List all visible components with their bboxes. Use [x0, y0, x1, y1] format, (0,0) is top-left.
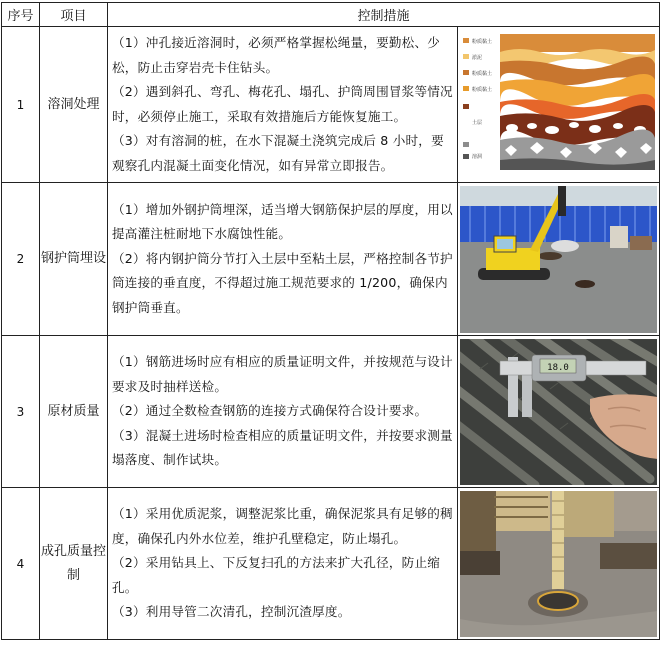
- drilling-rig-image: [460, 491, 657, 637]
- legend-label: 土层: [472, 119, 483, 126]
- row-number: 4: [2, 488, 40, 640]
- measure-line: （1）冲孔接近溶洞时，必须严格掌握松绳量，要勤松、少松，防止击穿岩壳卡住钻头。: [112, 35, 441, 75]
- row-number: 3: [2, 336, 40, 488]
- measure-line: （1）钢筋进场时应有相应的质量证明文件，并按规范与设计要求及时抽样送检。: [112, 354, 453, 394]
- drilling-rig-cell: [458, 488, 660, 640]
- measure-line: （3）利用导管二次清孔，控制沉渣厚度。: [112, 604, 351, 620]
- karst-diagram-cell: [458, 27, 660, 183]
- table-row: [2, 183, 660, 336]
- measure-line: （2）遇到斜孔、弯孔、梅花孔、塌孔、护筒周围冒浆等情况时，必须停止施工，采取有效措施后方能恢复施工。: [112, 84, 453, 124]
- table-row: [2, 27, 660, 183]
- rebar-photo-cell: [458, 336, 660, 488]
- table-row: [2, 488, 660, 640]
- measure-line: （3）混凝土进场时检查相应的质量证明文件，并按要求测量塌落度、制作试块。: [112, 427, 453, 468]
- measure-line: （2）通过全数检查钢筋的连接方式确保符合设计要求。: [112, 403, 428, 419]
- excavator-casing-image: [460, 186, 657, 333]
- legend-label: 粉质黏土: [472, 38, 493, 45]
- legend-label: 溶洞: [472, 153, 483, 160]
- row-item: 溶洞处理: [40, 27, 108, 183]
- header-item: 项目: [40, 3, 108, 27]
- legend-label: 淤泥: [472, 54, 483, 61]
- measure-line: （3）对有溶洞的桩，在水下混凝土浇筑完成后 8 小时，要观察孔内混凝土面变化情况，如有异常立即报告。: [112, 133, 444, 173]
- control-measures-table: [1, 2, 660, 640]
- row-item: 原材质量: [40, 336, 108, 488]
- row-item: 钢护筒埋设: [40, 183, 108, 336]
- karst-cross-section-image: [460, 30, 657, 180]
- measure-line: （1）采用优质泥浆，调整泥浆比重，确保泥浆具有足够的稠度，确保孔内外水位差，维护孔壁稳定，防止塌孔。: [112, 506, 453, 546]
- rebar-caliper-image: [460, 339, 657, 485]
- measure-line: （2）采用钻具上、下反复扫孔的方法来扩大孔径，防止缩孔。: [112, 555, 441, 595]
- excavator-cell: [458, 183, 660, 336]
- row-measures: [108, 488, 458, 640]
- row-item: 成孔质量控制: [40, 488, 108, 640]
- row-measures: [108, 336, 458, 488]
- measure-line: （2）将内钢护筒分节打入土层中至粘土层，严格控制各节护筒连接的垂直度，不得超过施工规范要求的 1/200，确保内钢护筒垂直。: [112, 250, 453, 315]
- row-measures: [108, 183, 458, 336]
- table-row: [2, 336, 660, 488]
- row-number: 2: [2, 183, 40, 336]
- legend-label: 粉质黏土: [472, 70, 493, 77]
- measure-line: （1）增加外钢护筒埋深，适当增大钢筋保护层的厚度，用以提高灌注桩耐地下水腐蚀性能。: [112, 201, 453, 242]
- row-number: 1: [2, 27, 40, 183]
- header-row: [2, 3, 660, 27]
- row-measures: [108, 27, 458, 183]
- header-measure: 控制措施: [108, 3, 660, 27]
- header-no: 序号: [2, 3, 40, 27]
- caliper-readout: 18.0: [547, 362, 569, 373]
- legend-label: 粉质黏土: [472, 86, 493, 93]
